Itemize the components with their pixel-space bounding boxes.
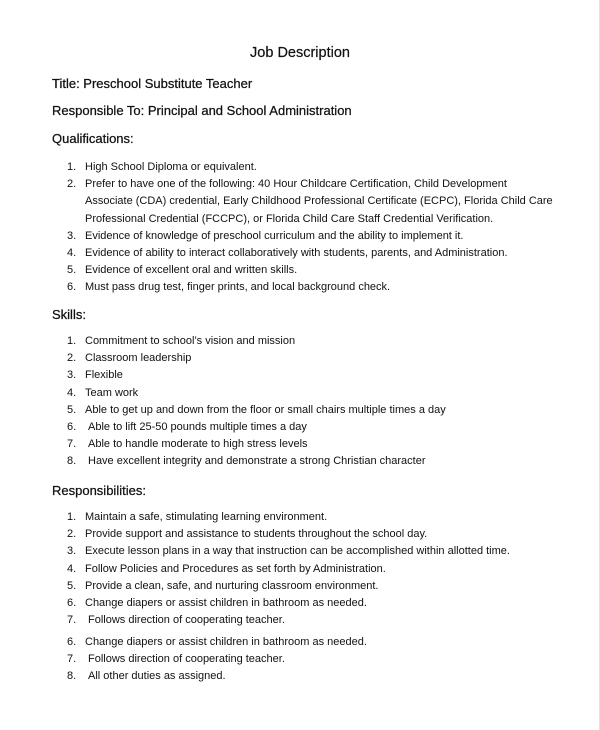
list-item: 1. Maintain a safe, stimulating learning environment. xyxy=(67,511,328,523)
responsibilities-heading: Responsibilities: xyxy=(52,483,146,498)
list-item: 7. Follows direction of cooperating teacher. xyxy=(67,614,285,627)
qualifications-list xyxy=(52,159,553,297)
list-item: 4. Team work xyxy=(67,386,139,399)
list-item: 8. Have excellent integrity and demonstrate a strong Christian character xyxy=(67,455,426,468)
job-title-line: Title: Preschool Substitute Teacher xyxy=(52,76,253,91)
skills-heading: Skills: xyxy=(52,307,86,322)
list-item: 5. Evidence of excellent oral and written skills. xyxy=(67,264,298,277)
list-item: 7. Able to handle moderate to high stress levels xyxy=(67,438,308,451)
document-title: Job Description xyxy=(250,45,350,61)
qualifications-heading: Qualifications: xyxy=(52,131,134,146)
list-item: 6. Able to lift 25-50 pounds multiple times a day xyxy=(67,421,307,434)
list-item: 3. Execute lesson plans in a way that instruction can be accomplished within allotted time. xyxy=(67,545,510,558)
skills-list xyxy=(52,333,446,471)
list-item: 1. High School Diploma or equivalent. xyxy=(67,161,257,173)
list-item: 6. Must pass drug test, finger prints, and local background check. xyxy=(67,281,391,294)
responsibilities-list-continued xyxy=(52,634,367,686)
list-item: 5. Provide a clean, safe, and nurturing classroom environment. xyxy=(67,579,379,592)
list-item: 1. Commitment to school’s vision and mission xyxy=(67,335,296,347)
list-item: 6. Change diapers or assist children in bathroom as needed. xyxy=(67,597,367,610)
responsibilities-list xyxy=(52,509,510,629)
list-item: 4. Evidence of ability to interact collaboratively with students, parents, and Administration. xyxy=(67,247,508,260)
list-item: 7. Follows direction of cooperating teacher. xyxy=(67,653,285,666)
list-item: 5. Able to get up and down from the floor or small chairs multiple times a day xyxy=(67,403,446,416)
list-item: 2. Provide support and assistance to students throughout the school day. xyxy=(67,528,428,541)
list-item: 4. Follow Policies and Procedures as set forth by Administration. xyxy=(67,562,386,575)
list-item: 2. Prefer to have one of the following: 40 Hour Childcare Certification, Child Development Associate (CDA) credential, Early Childhood Professional Certificate (ECPC), Florida Child Care Professional Credential (FCCPC), or Florida Child Care Staff Credential Verification. xyxy=(67,178,553,225)
list-item: 2. Classroom leadership xyxy=(67,352,192,365)
responsible-to-line: Responsible To: Principal and School Administration xyxy=(52,103,352,118)
list-item: 6. Change diapers or assist children in bathroom as needed. xyxy=(67,636,367,648)
list-item: 8. All other duties as assigned. xyxy=(67,670,226,683)
list-item: 3. Evidence of knowledge of preschool curriculum and the ability to implement it. xyxy=(67,229,464,242)
list-item: 3. Flexible xyxy=(67,369,123,382)
